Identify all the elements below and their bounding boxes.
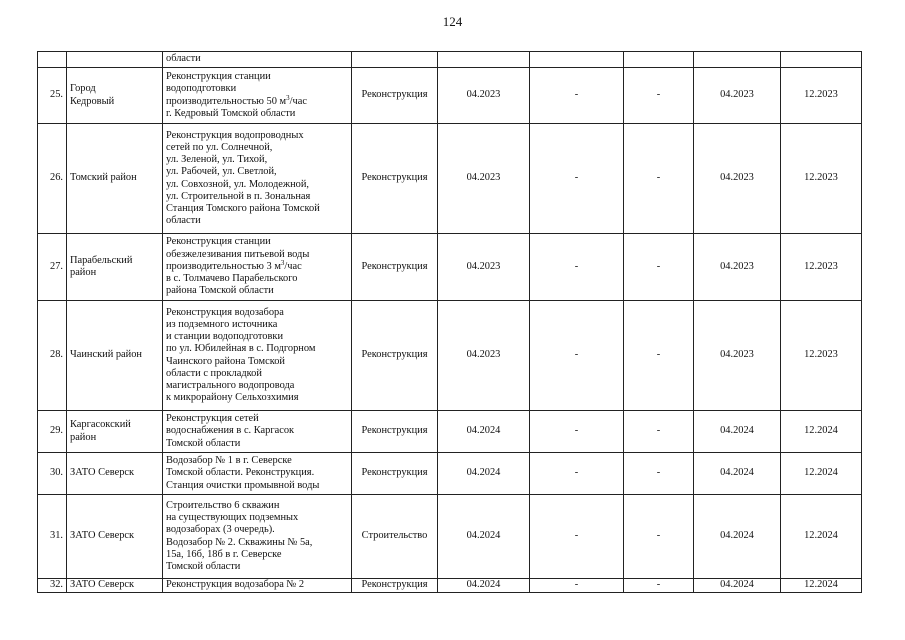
start-date: 04.2024	[438, 495, 530, 579]
project-description: Реконструкция водозабора № 2	[163, 579, 352, 593]
work-type: Реконструкция	[352, 68, 438, 124]
period-end: 12.2024	[781, 495, 862, 579]
work-type: Реконструкция	[352, 453, 438, 495]
project-description: Водозабор № 1 в г. Северске Томской области. Реконструкция. Станция очистки промывной воды	[163, 453, 352, 495]
period-start: 04.2023	[694, 124, 781, 234]
municipality-name: Томский район	[67, 124, 163, 234]
municipality-name: ЗАТО Северск	[67, 453, 163, 495]
period-start: 04.2024	[694, 411, 781, 453]
period-start: 04.2024	[694, 495, 781, 579]
period-end: 12.2024	[781, 411, 862, 453]
project-description: Реконструкция водопроводных сетей по ул. Солнечной, ул. Зеленой, ул. Тихой, ул. Рабочей, ул. Светлой, ул. Совхозной, ул. Молодежной, ул. Строительной в п. Зональная Станция Томского района Томской области	[163, 124, 352, 234]
municipality-name: Чаинский район	[67, 301, 163, 411]
period-start: 04.2024	[694, 579, 781, 593]
value-col-2: -	[530, 234, 624, 301]
table-row	[38, 68, 862, 124]
work-type: Строительство	[352, 495, 438, 579]
value-col-2: -	[530, 495, 624, 579]
period-start: 04.2023	[694, 301, 781, 411]
value-col-3: -	[624, 579, 694, 593]
value-col-2: -	[530, 301, 624, 411]
start-date: 04.2024	[438, 579, 530, 593]
value-col-3: -	[624, 124, 694, 234]
table-row	[38, 124, 862, 234]
table-row	[38, 301, 862, 411]
work-type: Реконструкция	[352, 124, 438, 234]
value-col-3: -	[624, 301, 694, 411]
period-end: 12.2023	[781, 124, 862, 234]
period-end: 12.2024	[781, 453, 862, 495]
row-number: 29.	[38, 411, 67, 453]
value-col-2: -	[530, 579, 624, 593]
value-col-3: -	[624, 495, 694, 579]
row-number: 32.	[38, 579, 67, 593]
row-number: 27.	[38, 234, 67, 301]
start-date: 04.2023	[438, 124, 530, 234]
value-col-3: -	[624, 411, 694, 453]
continuation-row	[38, 52, 862, 68]
period-end: 12.2023	[781, 301, 862, 411]
row-number: 25.	[38, 68, 67, 124]
municipality-name: Парабельский район	[67, 234, 163, 301]
start-date: 04.2023	[438, 301, 530, 411]
value-col-3: -	[624, 453, 694, 495]
project-description: Реконструкция сетей водоснабжения в с. Каргасок Томской области	[163, 411, 352, 453]
municipality-name: ЗАТО Северск	[67, 579, 163, 593]
table-row	[38, 453, 862, 495]
start-date: 04.2023	[438, 68, 530, 124]
period-start: 04.2023	[694, 68, 781, 124]
project-description: Реконструкция станции водоподготовки производительностью 50 $м^3$/час г. Кедровый Томской области	[163, 68, 352, 124]
project-description: Реконструкция водозабора из подземного источника и станции водоподготовки по ул. Юбилейная в с. Подгорном Чаинского района Томской области с прокладкой магистрального водопровода к микрорайону Сельхозхимия	[163, 301, 352, 411]
work-type: Реконструкция	[352, 301, 438, 411]
row-number: 30.	[38, 453, 67, 495]
period-end: 12.2024	[781, 579, 862, 593]
municipality-name: Каргасокский район	[67, 411, 163, 453]
table-row	[38, 495, 862, 579]
value-col-3: -	[624, 234, 694, 301]
project-description: Строительство 6 скважин на существующих подземных водозаборах (3 очередь). Водозабор № 2. Скважины № 5а, 15а, 16б, 18б в г. Северске Томской области	[163, 495, 352, 579]
start-date: 04.2024	[438, 453, 530, 495]
row-number: 26.	[38, 124, 67, 234]
work-type: Реконструкция	[352, 411, 438, 453]
table-row	[38, 411, 862, 453]
period-end: 12.2023	[781, 234, 862, 301]
data-table	[37, 51, 862, 593]
municipality-name: ЗАТО Северск	[67, 495, 163, 579]
value-col-2: -	[530, 124, 624, 234]
work-type: Реконструкция	[352, 234, 438, 301]
page-number: 124	[442, 14, 463, 29]
period-start: 04.2024	[694, 453, 781, 495]
work-type: Реконструкция	[352, 579, 438, 593]
row-number: 28.	[38, 301, 67, 411]
value-col-3: -	[624, 68, 694, 124]
municipality-name: Город Кедровый	[67, 68, 163, 124]
value-col-2: -	[530, 68, 624, 124]
table-row	[38, 579, 862, 593]
start-date: 04.2024	[438, 411, 530, 453]
period-end: 12.2023	[781, 68, 862, 124]
table-row	[38, 234, 862, 301]
project-description: Реконструкция станции обезжелезивания питьевой воды производительностью 3 $м^3$/час в с. Толмачево Парабельского района Томской области	[163, 234, 352, 301]
value-col-2: -	[530, 411, 624, 453]
start-date: 04.2023	[438, 234, 530, 301]
row-number: 31.	[38, 495, 67, 579]
continuation-text: области	[163, 52, 352, 68]
period-start: 04.2023	[694, 234, 781, 301]
value-col-2: -	[530, 453, 624, 495]
